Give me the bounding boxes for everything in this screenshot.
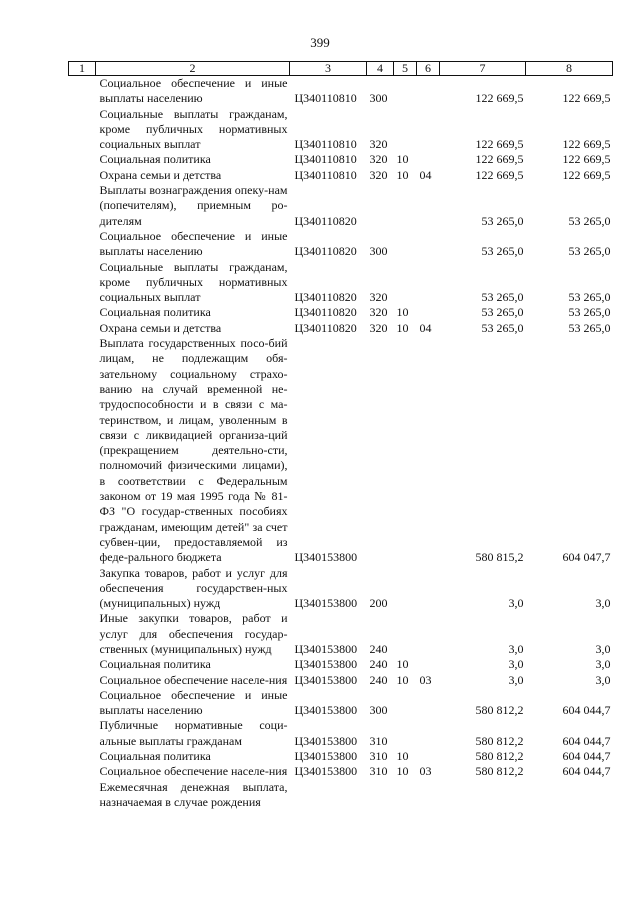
row-amount-year-1: 53 265,0 — [481, 320, 524, 335]
row-number — [69, 566, 96, 612]
table-row — [69, 657, 613, 672]
row-section: 10 — [396, 672, 409, 687]
row-number — [69, 107, 96, 153]
row-name: Социальное обеспечение населе-ния — [99, 672, 288, 687]
row-name: Социальное обеспечение и иные выплаты населению — [99, 228, 288, 259]
row-subsection — [417, 183, 440, 229]
row-subsection — [417, 152, 440, 167]
row-number — [69, 688, 96, 719]
row-number — [69, 718, 96, 749]
row-amount-year-1: 122 669,5 — [475, 167, 524, 182]
row-code: Ц340110810 — [294, 167, 357, 182]
row-section — [394, 688, 417, 719]
row-amount-year-2: 3,0 — [595, 596, 611, 611]
row-expense-type — [367, 780, 394, 811]
row-subsection — [417, 657, 440, 672]
row-name: Охрана семьи и детства — [99, 167, 222, 182]
row-number — [69, 305, 96, 320]
row-expense-type: 320 — [369, 167, 388, 182]
row-code: Ц340153800 — [294, 596, 358, 611]
row-expense-type: 320 — [369, 152, 388, 167]
row-section: 10 — [396, 657, 409, 672]
table-row — [69, 260, 613, 306]
row-name: Социальная политика — [99, 305, 211, 320]
page-number: 399 — [310, 35, 330, 50]
row-subsection — [417, 780, 440, 811]
row-section — [394, 611, 417, 657]
row-section — [394, 260, 417, 306]
row-amount-year-1: 122 669,5 — [475, 91, 524, 106]
table-row — [69, 76, 613, 107]
row-code: Ц340153800 — [294, 764, 358, 779]
column-header-1: 1 — [69, 62, 96, 76]
row-amount-year-1: 580 812,2 — [475, 749, 524, 764]
row-amount-year-2 — [526, 780, 613, 811]
row-expense-type: 200 — [369, 596, 388, 611]
row-subsection: 03 — [419, 672, 432, 687]
row-expense-type: 240 — [369, 657, 388, 672]
row-amount-year-2: 122 669,5 — [562, 152, 611, 167]
table-row — [69, 764, 613, 779]
table-row — [69, 688, 613, 719]
row-number — [69, 780, 96, 811]
row-amount-year-2: 53 265,0 — [568, 213, 611, 228]
row-name: Социальные выплаты гражданам, кроме публичных нормативных социальных выплат — [99, 259, 288, 305]
row-amount-year-1: 3,0 — [508, 641, 524, 656]
row-subsection — [417, 229, 440, 260]
row-code: Ц340110810 — [294, 152, 357, 167]
row-amount-year-2: 3,0 — [595, 672, 611, 687]
column-header-7: 7 — [440, 62, 526, 76]
row-section — [394, 780, 417, 811]
row-expense-type: 320 — [369, 305, 388, 320]
row-subsection — [417, 76, 440, 107]
row-section — [394, 566, 417, 612]
row-number — [69, 321, 96, 336]
row-name: Выплата государственных посо-бий лицам, не подлежащим обя-зательному социальному страхо-ванию на случай временной не-трудоспособности и в связи с ма-теринством, и лицам, уволенным в связи с ликвидацией организа-ций (прекращением деятельно-сти, полномочий физическими лицами), в соответствии с Федеральным законом от 19 мая 1995 года № 81-ФЗ "О государ-ственных пособиях гражданам, имеющим детей" за счет субвен-ции, предоставляемой из феде-рального бюджета — [99, 336, 288, 565]
row-amount-year-1: 3,0 — [508, 672, 524, 687]
row-subsection — [417, 336, 440, 565]
row-amount-year-2: 122 669,5 — [562, 167, 611, 182]
row-amount-year-1: 3,0 — [508, 596, 524, 611]
row-amount-year-1 — [440, 780, 526, 811]
row-number — [69, 152, 96, 167]
row-subsection — [417, 718, 440, 749]
row-code: Ц340110810 — [294, 91, 357, 106]
row-number — [69, 260, 96, 306]
row-section — [394, 229, 417, 260]
row-name: Ежемесячная денежная выплата, назначаемая в случае рождения — [99, 779, 288, 809]
table-row — [69, 673, 613, 688]
row-name: Социальное обеспечение и иные выплаты населению — [99, 76, 288, 106]
row-section: 10 — [396, 764, 409, 779]
row-name: Социальное обеспечение и иные выплаты населению — [99, 687, 288, 718]
table-row — [69, 566, 613, 612]
row-code: Ц340153800 — [294, 641, 358, 656]
table-row — [69, 321, 613, 336]
row-expense-type: 300 — [369, 244, 388, 259]
row-amount-year-2: 53 265,0 — [568, 305, 611, 320]
row-number — [69, 229, 96, 260]
row-number — [69, 336, 96, 565]
row-section: 10 — [396, 152, 409, 167]
row-name: Иные закупки товаров, работ и услуг для обеспечения государ-ственных (муниципальных) нужд — [99, 611, 288, 656]
table-row — [69, 780, 613, 811]
row-amount-year-1: 580 812,2 — [475, 764, 524, 779]
column-header-6: 6 — [417, 62, 440, 76]
row-expense-type: 320 — [369, 137, 388, 152]
row-number — [69, 611, 96, 657]
row-section: 10 — [396, 305, 409, 320]
table-header — [69, 62, 613, 76]
row-name: Выплаты вознаграждения опеку-нам (попечителям), приемным ро-дителям — [99, 183, 288, 228]
row-number — [69, 183, 96, 229]
row-subsection — [417, 749, 440, 764]
row-number — [69, 657, 96, 672]
row-amount-year-2: 604 044,7 — [562, 749, 611, 764]
row-amount-year-2: 53 265,0 — [568, 320, 611, 335]
column-header-2: 2 — [96, 62, 290, 76]
row-number — [69, 673, 96, 688]
row-code: Ц340110820 — [294, 213, 357, 228]
row-name: Социальное обеспечение населе-ния — [99, 764, 288, 779]
row-expense-type: 310 — [369, 749, 388, 764]
table-body — [69, 76, 613, 811]
row-expense-type: 310 — [369, 733, 388, 748]
row-amount-year-2: 53 265,0 — [568, 244, 611, 259]
column-header-5: 5 — [394, 62, 417, 76]
table-row — [69, 749, 613, 764]
row-name: Охрана семьи и детства — [99, 320, 222, 335]
row-name: Социальные выплаты гражданам, кроме публичных нормативных социальных выплат — [99, 106, 288, 152]
row-amount-year-2: 122 669,5 — [562, 91, 611, 106]
table-row — [69, 305, 613, 320]
row-code: Ц340110820 — [294, 320, 357, 335]
row-expense-type: 240 — [369, 641, 388, 656]
row-amount-year-1: 580 812,2 — [475, 733, 524, 748]
row-code: Ц340153800 — [294, 657, 358, 672]
table-row — [69, 611, 613, 657]
row-subsection — [417, 688, 440, 719]
row-code — [290, 780, 367, 811]
table-row — [69, 718, 613, 749]
row-code: Ц340153800 — [294, 733, 358, 748]
row-amount-year-1: 53 265,0 — [481, 290, 524, 305]
row-section — [394, 718, 417, 749]
row-amount-year-2: 3,0 — [595, 641, 611, 656]
row-amount-year-2: 604 044,7 — [562, 764, 611, 779]
row-number — [69, 764, 96, 779]
row-name: Закупка товаров, работ и услуг для обеспечения государствен-ных (муниципальных) нужд — [99, 565, 288, 611]
row-expense-type: 300 — [369, 703, 388, 718]
row-amount-year-1: 53 265,0 — [481, 213, 524, 228]
row-section — [394, 107, 417, 153]
table-row — [69, 336, 613, 565]
budget-table-container — [68, 61, 612, 810]
row-expense-type: 310 — [369, 764, 388, 779]
row-expense-type: 320 — [369, 290, 388, 305]
row-section: 10 — [396, 167, 409, 182]
table-row — [69, 152, 613, 167]
row-amount-year-1: 53 265,0 — [481, 305, 524, 320]
row-code: Ц340110820 — [294, 290, 357, 305]
row-amount-year-1: 580 812,2 — [475, 703, 524, 718]
row-amount-year-1: 53 265,0 — [481, 244, 524, 259]
row-expense-type: 240 — [369, 672, 388, 687]
budget-table — [68, 61, 613, 810]
table-row — [69, 168, 613, 183]
row-amount-year-2: 122 669,5 — [562, 137, 611, 152]
row-subsection — [417, 107, 440, 153]
row-code: Ц340110820 — [294, 244, 357, 259]
row-name: Публичные нормативные соци-альные выплаты гражданам — [99, 718, 288, 748]
row-amount-year-2: 604 044,7 — [562, 703, 611, 718]
row-expense-type — [367, 183, 394, 229]
row-subsection: 03 — [419, 764, 432, 779]
row-number — [69, 749, 96, 764]
row-amount-year-1: 122 669,5 — [475, 137, 524, 152]
column-header-3: 3 — [290, 62, 367, 76]
header-row — [69, 62, 613, 76]
row-number — [69, 76, 96, 107]
row-name: Социальная политика — [99, 749, 211, 764]
row-subsection — [417, 260, 440, 306]
row-amount-year-1: 3,0 — [508, 657, 524, 672]
row-amount-year-1: 122 669,5 — [475, 152, 524, 167]
row-number — [69, 168, 96, 183]
row-subsection — [417, 305, 440, 320]
row-amount-year-1: 580 815,2 — [475, 550, 524, 565]
row-code: Ц340153800 — [294, 703, 358, 718]
row-code: Ц340110810 — [294, 137, 357, 152]
row-subsection: 04 — [419, 320, 432, 335]
column-header-4: 4 — [367, 62, 394, 76]
row-name: Социальная политика — [99, 657, 211, 672]
row-amount-year-2: 604 047,7 — [562, 550, 611, 565]
row-code: Ц340153800 — [294, 749, 358, 764]
row-code: Ц340110820 — [294, 305, 357, 320]
table-row — [69, 107, 613, 153]
row-expense-type: 320 — [369, 320, 388, 335]
row-subsection: 04 — [419, 167, 432, 182]
column-header-8: 8 — [526, 62, 613, 76]
row-section: 10 — [396, 320, 409, 335]
row-section — [394, 336, 417, 565]
row-code: Ц340153800 — [294, 550, 358, 565]
row-amount-year-2: 604 044,7 — [562, 733, 611, 748]
row-amount-year-2: 3,0 — [595, 657, 611, 672]
row-amount-year-2: 53 265,0 — [568, 290, 611, 305]
row-section — [394, 183, 417, 229]
row-subsection — [417, 611, 440, 657]
row-code: Ц340153800 — [294, 672, 358, 687]
row-subsection — [417, 566, 440, 612]
row-expense-type — [367, 336, 394, 565]
table-row — [69, 183, 613, 229]
row-section — [394, 76, 417, 107]
row-section: 10 — [396, 749, 409, 764]
row-name: Социальная политика — [99, 152, 211, 167]
row-expense-type: 300 — [369, 91, 388, 106]
table-row — [69, 229, 613, 260]
